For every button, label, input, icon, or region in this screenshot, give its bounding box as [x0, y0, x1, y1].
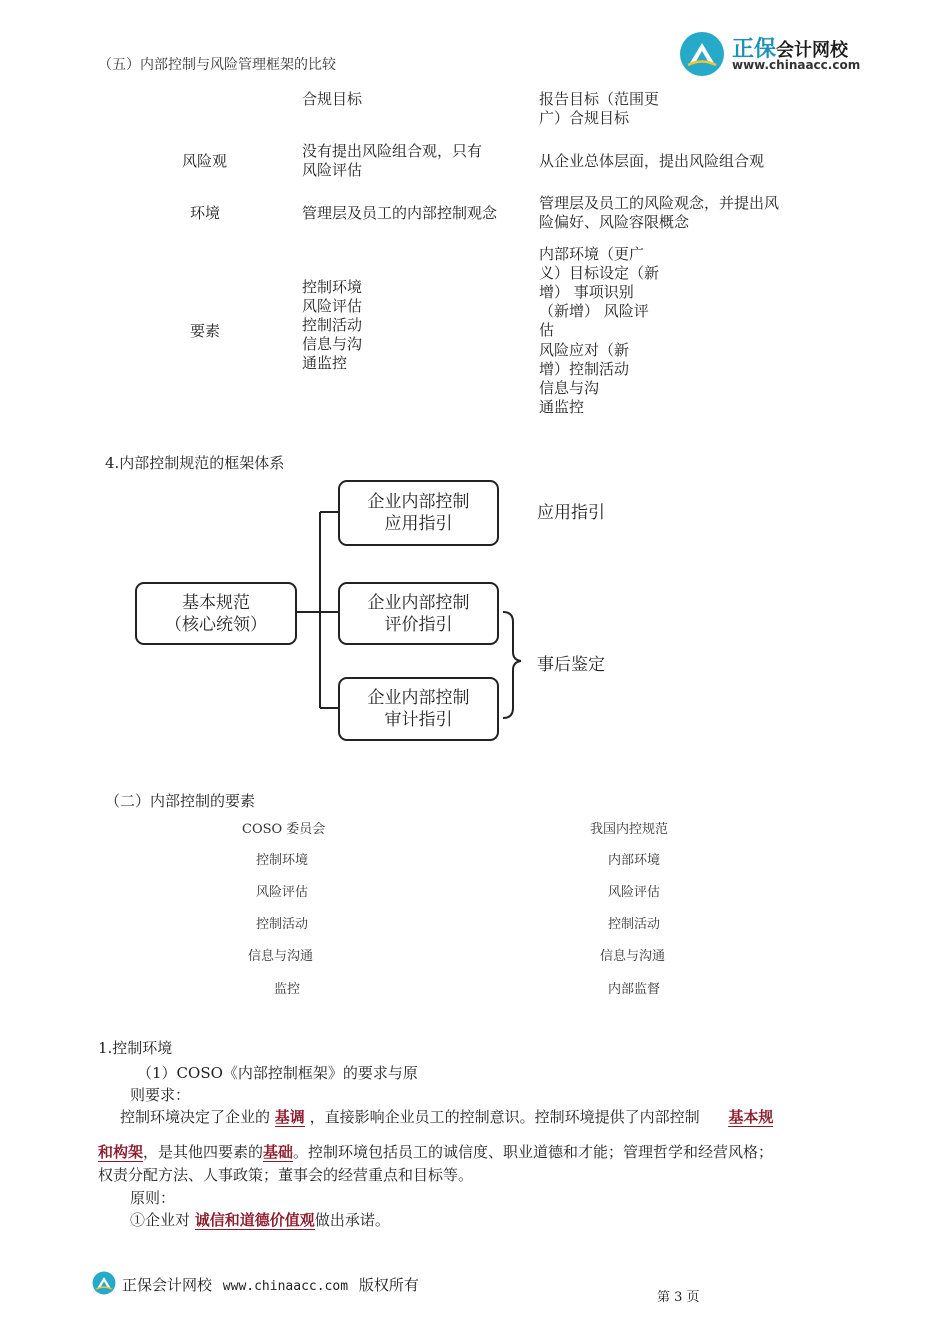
paragraph-line1: 控制环境决定了企业的 基调 ，直接影响企业员工的控制意识。控制环境提供了内部控制 基本规 [120, 1108, 774, 1126]
node-evaluation [338, 582, 499, 645]
section2-heading: （二）内部控制的要素 [105, 792, 256, 810]
highlight-framework: 和构架 [98, 1143, 144, 1161]
principles-label: 原则： [130, 1189, 176, 1207]
table2-cell: 信息与沟通 [248, 949, 314, 964]
table-cell: 义）目标设定（新 [539, 264, 660, 282]
node3-line1: 企业内部控制 [367, 688, 470, 708]
subheading-requirements: 则要求： [130, 1086, 191, 1104]
highlight-integrity: 诚信和道德价值观 [194, 1211, 315, 1229]
page-number: 第 3 页 [657, 1290, 700, 1305]
node3-line2: 审计指引 [384, 710, 453, 730]
table-label: 要素 [190, 322, 221, 340]
footer [92, 1270, 872, 1305]
root-node [135, 582, 297, 645]
node1-line1: 企业内部控制 [367, 492, 470, 512]
table-cell: 信息与沟 [302, 335, 363, 353]
footer-url[interactable]: www.chinaacc.com [222, 1279, 349, 1294]
table-cell: 广）合规目标 [539, 109, 630, 127]
label-post-appraisal: 事后鉴定 [537, 655, 605, 675]
principle-1: ①企业对 诚信和道德价值观做出承诺。 [130, 1211, 390, 1229]
table2-cell: 风险评估 [608, 885, 661, 900]
top-line: （五）内部控制与风险管理框架的比较 [98, 57, 336, 73]
table-cell: 从企业总体层面，提出风险组合观 [539, 152, 765, 170]
heading-control-environment: 1.控制环境 [98, 1039, 173, 1057]
table-cell: 控制活动 [302, 316, 363, 334]
table-label: 风险观 [182, 152, 228, 170]
logo-sub-text: 会计网校 [776, 40, 849, 61]
table2-cell: 控制活动 [608, 917, 661, 932]
root-line1: 基本规范 [182, 592, 250, 613]
table-cell: 增）控制活动 [539, 360, 630, 378]
table2-cell: 内部监督 [608, 982, 661, 997]
table-cell: 管理层及员工的内部控制观念 [302, 204, 498, 222]
table-cell: 控制环境 [302, 278, 363, 296]
node2-line1: 企业内部控制 [367, 592, 470, 613]
table-cell: 风险评估 [302, 161, 363, 179]
section-heading: 4.内部控制规范的框架体系 [105, 454, 285, 472]
table-cell: 风险评估 [302, 297, 363, 315]
paragraph-line2: 和构架，是其他四要素的基础。控制环境包括员工的诚信度、职业道德和才能；管理哲学和经营风格； [98, 1143, 774, 1161]
table2-cell: 内部环境 [608, 853, 661, 868]
table2-cell: 控制活动 [256, 917, 309, 932]
table-cell: 信息与沟 [539, 379, 600, 397]
table-cell: 增） 事项识别 [539, 283, 634, 301]
table-cell: 管理层及员工的风险观念，并提出风 [539, 194, 780, 212]
table2-cell: 风险评估 [256, 885, 309, 900]
logo-main-text: 正保 [732, 37, 777, 62]
footer-rights: 版权所有 [358, 1276, 419, 1294]
highlight-basic: 基本规 [728, 1108, 774, 1126]
footer-brand: 正保会计网校 [122, 1276, 213, 1294]
table-cell: 险偏好、风险容限概念 [539, 213, 690, 231]
table2-cell: 监控 [274, 982, 301, 997]
table-cell: 内部环境（更广 [539, 245, 645, 263]
table-cell: 没有提出风险组合观，只有 [302, 142, 483, 160]
table-cell: 风险应对（新 [539, 341, 630, 359]
footer-logo-icon [92, 1271, 116, 1295]
table-cell: 估 [539, 321, 555, 339]
table2-cell: 控制环境 [256, 853, 309, 868]
node-application [338, 480, 499, 546]
paragraph-line3: 权责分配方法、人事政策；董事会的经营重点和目标等。 [98, 1166, 474, 1184]
table-cell: 通监控 [302, 354, 348, 372]
label-apply-guide: 应用指引 [537, 503, 605, 523]
table-cell: 通监控 [539, 398, 585, 416]
node-audit [338, 677, 499, 741]
table-cell: （新增） 风险评 [539, 302, 649, 320]
table-cell: 合规目标 [302, 90, 363, 108]
root-line2: （核心统领） [165, 614, 267, 635]
subheading-coso: （1）COSO《内部控制框架》的要求与原 [137, 1064, 418, 1082]
table2-cell: 信息与沟通 [600, 949, 666, 964]
table2-col-right: 我国内控规范 [590, 822, 669, 837]
highlight-foundation: 基础 [263, 1143, 294, 1161]
node2-line2: 评价指引 [384, 614, 453, 635]
highlight-keynote: 基调 [274, 1108, 305, 1126]
table-label: 环境 [190, 204, 221, 222]
table2-col-left: COSO 委员会 [242, 822, 326, 837]
logo-url: www.chinaacc.com [732, 58, 861, 72]
table-cell: 报告目标（范围更 [539, 90, 660, 108]
node1-line2: 应用指引 [384, 514, 453, 534]
